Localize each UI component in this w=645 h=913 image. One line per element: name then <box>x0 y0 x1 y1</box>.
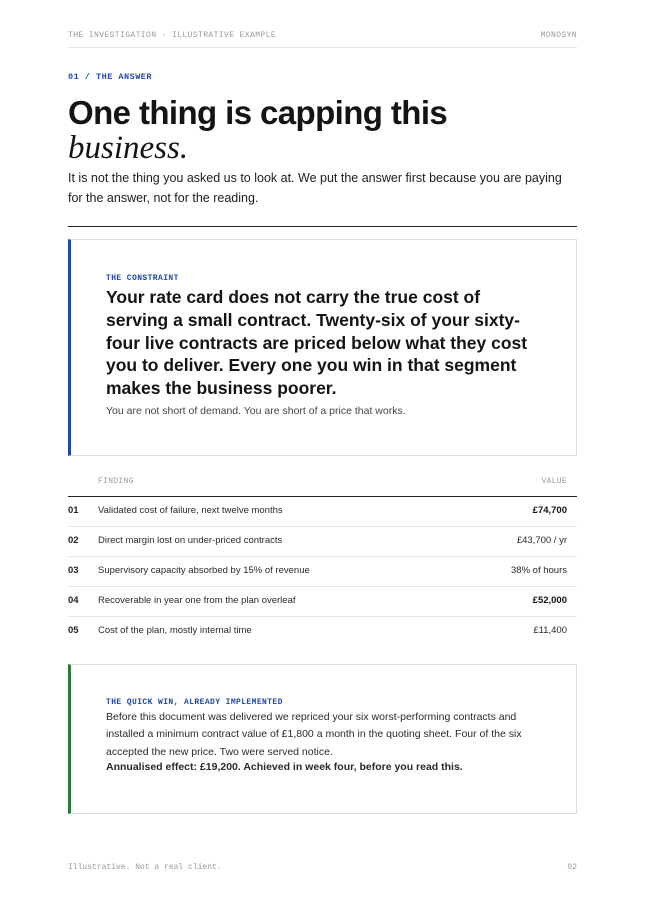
section-kicker: 01 / THE ANSWER <box>68 72 153 82</box>
row-number: 04 <box>68 595 79 606</box>
constraint-subtext: You are not short of demand. You are short of a price that works. <box>106 405 406 417</box>
constraint-statement: Your rate card does not carry the true cost of serving a small contract. Twenty-six of your sixty-four live contracts are priced below what they cost you to deliver. Every one you win in that segment makes the business poorer. <box>106 287 528 399</box>
footer-note: Illustrative. Not a real client. <box>68 863 222 872</box>
header-brand: MONOSYN <box>540 31 577 40</box>
quick-win-effect: Annualised effect: £19,200. Achieved in week four, before you read this. <box>106 761 463 773</box>
row-finding: Supervisory capacity absorbed by 15% of revenue <box>98 565 310 576</box>
column-header-finding: FINDING <box>98 477 134 486</box>
row-number: 01 <box>68 505 79 516</box>
row-value: £52,000 <box>532 595 567 606</box>
section-divider <box>68 226 577 227</box>
constraint-callout <box>68 239 577 456</box>
lede-paragraph: It is not the thing you asked us to look at. We put the answer first because you are paying for the answer, not for the reading. <box>68 171 562 205</box>
page-title-italic: business. <box>68 130 189 166</box>
page-title: One thing is capping this <box>68 94 448 131</box>
quick-win-label: THE QUICK WIN, ALREADY IMPLEMENTED <box>106 698 283 707</box>
constraint-label: THE CONSTRAINT <box>106 274 179 283</box>
page-number: 02 <box>567 863 577 872</box>
running-header <box>68 30 577 48</box>
table-row <box>68 497 577 527</box>
row-finding: Recoverable in year one from the plan overleaf <box>98 595 296 606</box>
row-value: £43,700 / yr <box>516 535 567 546</box>
row-finding: Validated cost of failure, next twelve months <box>98 505 283 516</box>
table-row <box>68 527 577 557</box>
row-finding: Cost of the plan, mostly internal time <box>98 625 252 636</box>
findings-table-header <box>68 475 577 497</box>
table-row <box>68 557 577 587</box>
header-section-label: THE INVESTIGATION · ILLUSTRATIVE EXAMPLE <box>68 31 277 40</box>
row-value: 38% of hours <box>511 565 567 576</box>
table-row <box>68 617 577 646</box>
findings-table <box>68 497 577 646</box>
row-number: 02 <box>68 535 79 546</box>
row-value: £74,700 <box>532 505 567 516</box>
row-number: 03 <box>68 565 79 576</box>
row-value: £11,400 <box>533 625 567 636</box>
quick-win-callout <box>68 664 577 814</box>
table-row <box>68 587 577 617</box>
quick-win-body: Before this document was delivered we repriced your six worst-performing contracts and installed a minimum contract value of £1,800 a month in the quoting sheet. Four of the six accepted the new price. Two were served notice. <box>106 711 522 758</box>
column-header-value: VALUE <box>541 477 567 486</box>
row-finding: Direct margin lost on under-priced contracts <box>98 535 283 546</box>
row-number: 05 <box>68 625 79 636</box>
